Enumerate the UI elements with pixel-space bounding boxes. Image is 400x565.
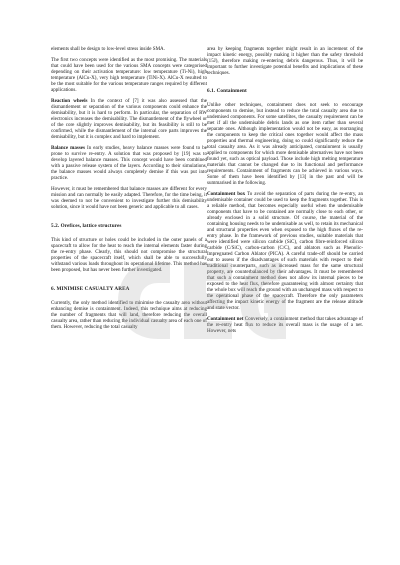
section-heading-5-2: 5.2. Orefices, lattice structures (51, 223, 122, 229)
reaction-wheels-text: In the context of [7] it was also assessed that the dismantlement or separation of the various components could enhance the demisability, but it is hard to perform. In particular, the separation of RW electronics increases the demisability. The dismantlement of the flywheel or of the core slightly improves demisability, but its feasibility is still to be confirmed, while the dismantlement of the internal core parts improves the demisability, but it is complex and hard to implement. (51, 98, 208, 140)
paragraph-balance-masses (51, 145, 207, 181)
containment-net-text: Conversely, a containment method that takes advantage of the re-entry heat flux to reduce its overall mass is the usage of a net. However, nets (207, 316, 364, 334)
section-heading-6-1: 6.1. Containment (207, 88, 247, 94)
paragraph-kinetic-energy: area by keeping fragments together might result in an increment of the impact kinetic energy, possibly making it higher than the safety threshold (15J), therefore making re-entering debris dangerous. Thus, it will be important to further investigate potential benefits and implications of these techniques. (207, 46, 363, 76)
paragraph-reaction-wheels (51, 98, 207, 140)
containment-net-heading: Containment net (207, 316, 244, 322)
containment-box-heading: Containment box (207, 191, 246, 197)
paragraph-containment-net (207, 316, 363, 334)
paragraph-sma-concepts: The first two concepts were identified as the most promising. The materials that could have been used for the various SMA concepts were categorised depending on their activation temperature: low temperature (Ti-Ni), high temperature (AlCu-X), very high temperature (TiNi-X). AlCu-X resulted to be the most suitable for the various temperature ranges required by different applications. (51, 57, 207, 93)
paragraph-containment-intro: Unlike other techniques, containment does not seek to encourage components to demise, but instead to reduce the total casualty area due to undemised components. For some satellites, the casualty requirement can be met if all the undemisable debris lands as one item rather than several separate ones. Although implementation would not be easy, as rearranging the components to keep the critical ones together would affect the mass properties and thermal engineering, doing so could significantly reduce the total casualty area. As it was already anticipated, containment is usually applied to components for which more demisable alternatives have not been found yet, such as optical payload. Those include high melting temperature materials that cannot be changed due to its functional and performance requirements. Containment of fragments can be achieved in various ways. Some of them have been identified by [13] in the past and will be summarised in the following. (207, 102, 363, 186)
reaction-wheels-heading: Reaction wheels (51, 98, 88, 104)
right-column (207, 46, 363, 339)
balance-masses-text: In early studies, heavy balance masses were found to be prone to survive re-entry. A solution that was proposed by [19] was to develop layered balance masses. This concept would have been combined with a passive release system of the layers. According to their simulations, the balance masses would always completely demise if this was put into practice. (51, 145, 208, 181)
paragraph-sma-stress: elements shall be design to low-level stress inside SMA. (51, 46, 165, 52)
paragraph-casualty-area: Currently, the only method identified to minimise the casualty area without enhancing demise is containment. Indeed, this technique aims at reducing the number of fragments that will land, therefore reducing the overall casualty area, rather than reducing the individual casualty area of each one of them. However, reducing the total casualty (51, 300, 207, 330)
section-heading-6: 6. MINIMISE CASUALTY AREA (51, 286, 130, 292)
paragraph-however: However, it must be remembered that balance masses are different for every mission and can normally be easily adapted. Therefore, for the time being, it was deemed to not be convenient to investigate further this demisability solution, since it would have not been generic and applicable to all cases. (51, 186, 207, 210)
balance-masses-heading: Balance masses (51, 145, 86, 151)
paragraph-containment-box (207, 191, 363, 311)
containment-box-text: To avoid the separation of parts during the re-entry, an undemisable container could be used to keep the fragments together. This is a reliable method, that becomes especially useful when the undemisable components that have to be contained are normally close to each other, or already enclosed in a solid structure. Of course, the material of the containing housing needs to be undemisable as well, to retain its mechanical and structural properties even when exposed to the high fluxes of the re-entry phase. In the framework of previous studies, suitable materials that were identified were silicon carbide (SiC), carbon fibre-reinforced silicon carbide (C/SiC), carbon-carbon (C/C), and ablators such as Phenolic-Impregnated Carbon Ablator (PICA). A careful trade-off should be carried out to assess if the disadvantages of such materials with respect to their traditional counterparts, such as increased mass for the same structural property, are counterbalanced by their advantages. It must be remembered that such a containment method does not allow its internal pieces to be exposed to the heat flux, therefore guaranteeing with almost certainty that the whole box will reach the ground with an unchanged mass with respect to the operational phase of the spacecraft. Therefore the only parameters affecting the impact kinetic energy of the fragment are the release altitude and state vector. (207, 191, 363, 311)
left-column (51, 46, 207, 335)
paragraph-orefices: This kind of structure or holes could be included in the outer panels of a spacecraft to allow for the heat to reach the internal elements faster during the re-entry phase. Clearly, this should not compromise the structural properties of the spacecraft itself, which shall be able to successfully withstand various loads throughout its operational lifetime. This method has been proposed, but has never been further investigated. (51, 237, 207, 273)
